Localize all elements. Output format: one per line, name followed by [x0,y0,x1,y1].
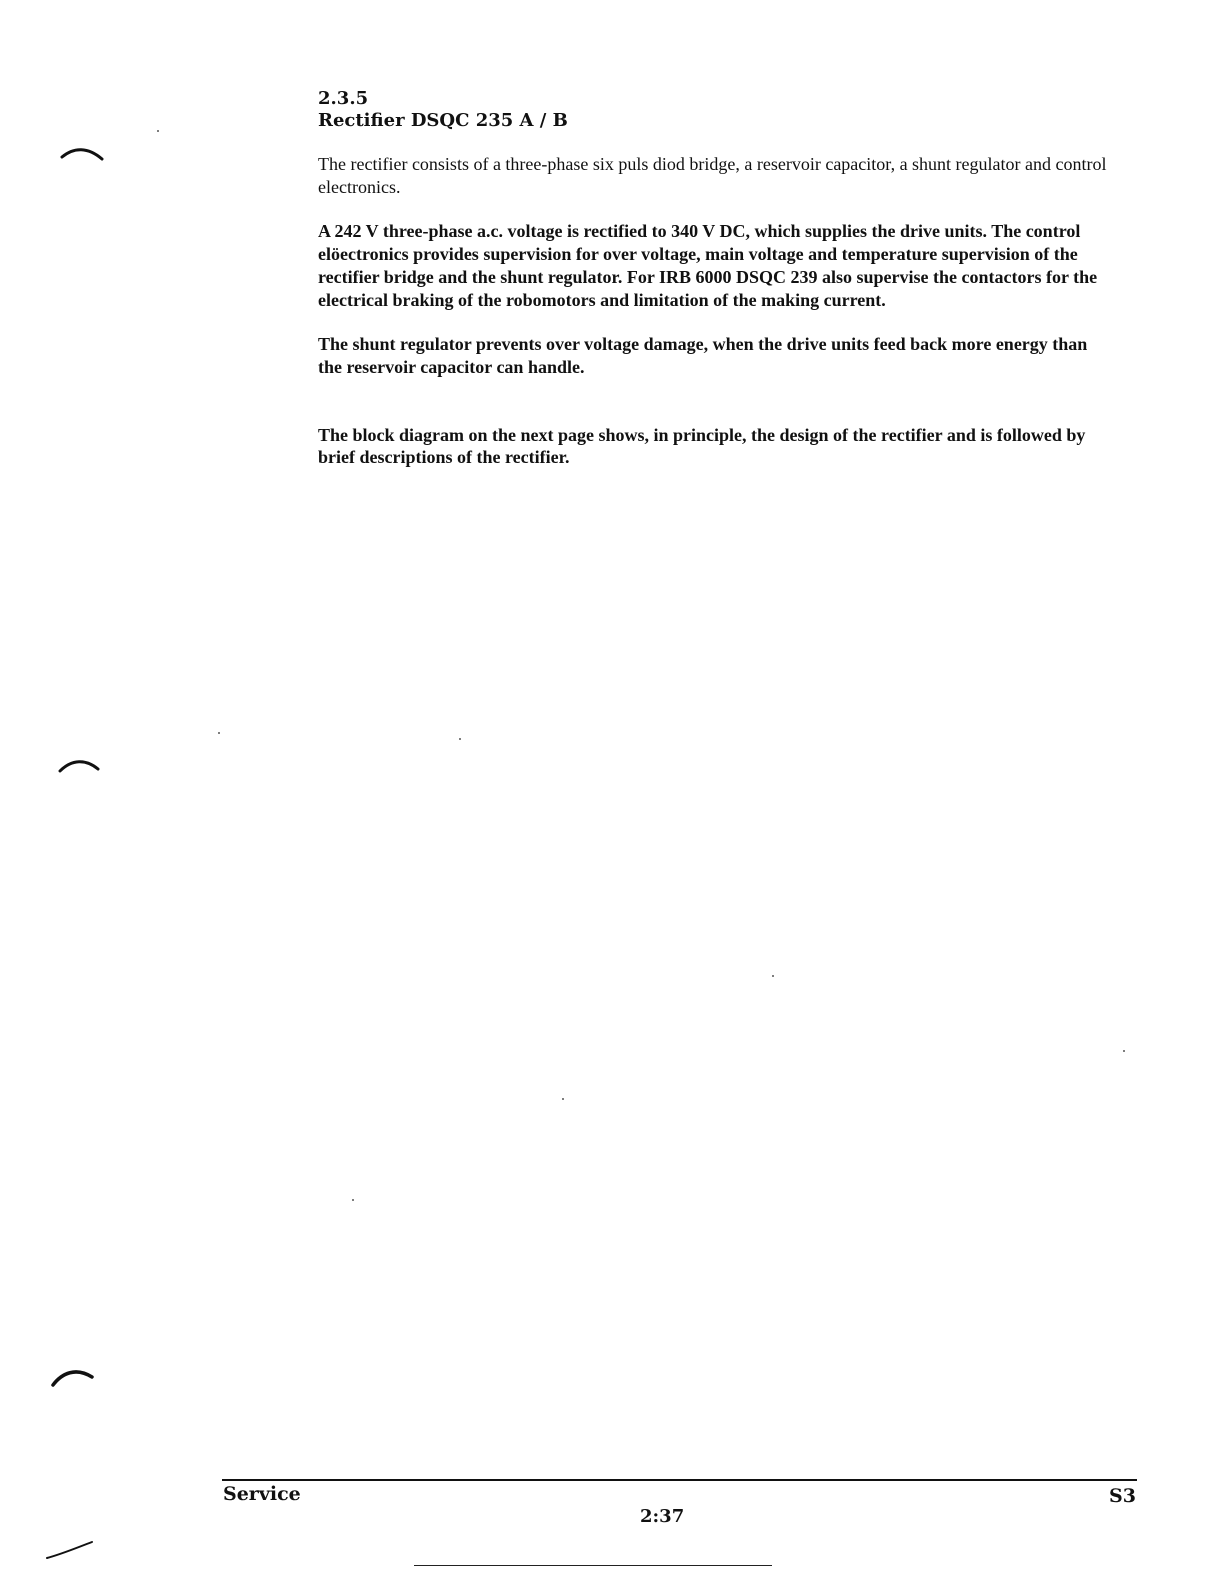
paragraph-voltage-supervision: A 242 V three-phase a.c. voltage is rectified to 340 V DC, which supplies the drive units. The control elöectronics provides supervision for over voltage, main voltage and temperature supervision of the rectifier bridge and the shunt regulator. For IRB 6000 DSQC 239 also supervise the contactors for the electrical braking of the robomotors and limitation of the making current. [318,221,1098,310]
scan-speck [218,732,220,734]
scan-speck [1123,1050,1125,1052]
paragraph-shunt-regulator: The shunt regulator prevents over voltage damage, when the drive units feed back more energy than the reservoir capacitor can handle. [318,334,1088,377]
scan-speck [562,1098,564,1100]
binder-hole-mark-icon [50,1365,98,1391]
footer-section-label: Service [223,1483,301,1505]
section-number: 2.3.5 [318,88,369,109]
scan-speck [157,130,159,132]
binder-hole-mark-icon [44,1538,96,1562]
section-title: Rectifier DSQC 235 A / B [318,110,568,131]
page-number: 2:37 [640,1506,685,1527]
footer-rule [222,1479,1137,1481]
scan-speck [352,1199,354,1201]
scan-speck [459,738,461,740]
scan-speck [772,975,774,977]
footer-chapter-code: S3 [1109,1485,1136,1507]
main-content [318,88,1108,491]
binder-hole-mark-icon [60,145,108,167]
paragraph-rectifier-composition: The rectifier consists of a three-phase six puls diod bridge, a reservoir capacitor, a shunt regulator and control electronics. [318,154,1107,197]
bottom-edge-rule [414,1565,772,1566]
binder-hole-mark-icon [58,757,106,779]
paragraph-block-diagram-reference: The block diagram on the next page shows, in principle, the design of the rectifier and is followed by brief descriptions of the rectifier. [318,424,1086,468]
